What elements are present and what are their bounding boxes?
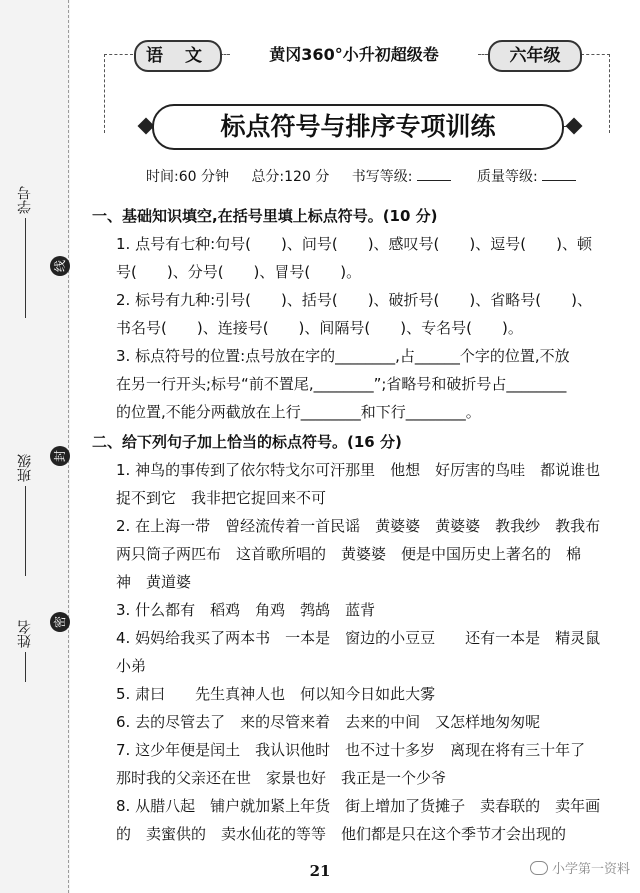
student-id-label: 学号 <box>17 186 33 214</box>
question-line: 3. 什么都有 稻鸡 角鸡 鹁鸪 蓝背 <box>116 601 376 619</box>
student-id-line <box>25 218 26 318</box>
student-id-field <box>14 186 36 318</box>
name-field <box>14 620 36 682</box>
question-line: 8. 从腊八起 铺户就加紧上年货 街上增加了货摊子 卖春联的 卖年画 <box>116 797 601 815</box>
question-line: 1. 神鸟的事传到了依尔特戈尔可汗那里 他想 好厉害的鸟哇 都说谁也 <box>116 461 601 479</box>
watermark-text: 小学第一资料 <box>551 862 630 877</box>
time-limit: 时间:60 分钟 <box>146 169 229 185</box>
question-line: 小弟 <box>116 657 147 675</box>
question-line: 书名号( )、连接号( )、间隔号( )、专名号( )。 <box>116 319 523 337</box>
binding-cut-line <box>68 0 69 893</box>
name-label: 姓名 <box>17 620 33 648</box>
subject-badge: 语 文 <box>134 40 222 72</box>
total-score: 总分:120 分 <box>251 169 330 185</box>
quality-grade-blank[interactable] <box>542 166 576 181</box>
question-line: 神 黄道婆 <box>116 573 192 591</box>
quality-grade: 质量等级: <box>477 169 580 185</box>
title-bar <box>140 104 580 150</box>
grade-badge: 六年级 <box>488 40 582 72</box>
question-line: 的位置,不能分两截放在上行________和下行________。 <box>116 403 481 421</box>
question-line: 捉不到它 我非把它捉回来不可 <box>116 489 327 507</box>
question-line: 号( )、分号( )、冒号( )。 <box>116 263 362 281</box>
section-heading: 一、基础知识填空,在括号里填上标点符号。(10 分) <box>92 207 438 225</box>
class-field <box>14 454 36 576</box>
seal-secret-mark: 密 <box>50 612 70 632</box>
question-line: 5. 肃曰 先生真神人也 何以知今日如此大雾 <box>116 685 436 703</box>
name-line <box>25 652 26 682</box>
writing-grade: 书写等级: <box>352 169 455 185</box>
page-title: 标点符号与排序专项训练 <box>152 104 564 150</box>
writing-grade-blank[interactable] <box>417 166 451 181</box>
question-line: 的 卖蜜供的 卖水仙花的等等 他们都是只在这个季节才会出现的 <box>116 825 567 843</box>
diamond-right-icon <box>566 118 583 135</box>
question-line: 4. 妈妈给我买了两本书 一本是 窗边的小豆豆 还有一本是 精灵鼠 <box>116 629 601 647</box>
seal-seal-mark: 封 <box>50 446 70 466</box>
class-label: 班级 <box>17 454 33 482</box>
question-line: 两只筒子两匹布 这首歌所唱的 黄婆婆 便是中国历史上著名的 棉 <box>116 545 582 563</box>
question-line: 3. 标点符号的位置:点号放在字的________,占______个字的位置,不放 <box>116 347 570 365</box>
section-heading: 二、给下列句子加上恰当的标点符号。(16 分) <box>92 433 402 451</box>
question-line: 2. 标号有九种:引号( )、括号( )、破折号( )、省略号( )、 <box>116 291 592 309</box>
question-line: 在另一行开头;标号“前不置尾,________”;省略号和破折号占________ <box>116 375 567 393</box>
seal-line-mark: 线 <box>50 256 70 276</box>
question-line: 2. 在上海一带 曾经流传着一首民谣 黄婆婆 黄婆婆 教我纱 教我布 <box>116 517 601 535</box>
series-name: 黄冈360°小升初超级卷 <box>269 45 439 64</box>
page-number: 21 <box>309 862 331 880</box>
question-line: 7. 这少年便是闰土 我认识他时 也不过十多岁 离现在将有三十年了 <box>116 741 586 759</box>
watermark <box>530 858 630 877</box>
wechat-icon <box>530 861 548 875</box>
header-bracket-left <box>104 54 133 133</box>
exam-meta <box>146 166 606 188</box>
header-bracket-right <box>581 54 610 133</box>
question-line: 6. 去的尽管去了 来的尽管来着 去来的中间 又怎样地匆匆呢 <box>116 713 541 731</box>
question-line: 1. 点号有七种:句号( )、问号( )、感叹号( )、逗号( )、顿 <box>116 235 592 253</box>
question-body <box>92 200 622 848</box>
question-line: 那时我的父亲还在世 家景也好 我正是一个少爷 <box>116 769 447 787</box>
class-line <box>25 486 26 576</box>
